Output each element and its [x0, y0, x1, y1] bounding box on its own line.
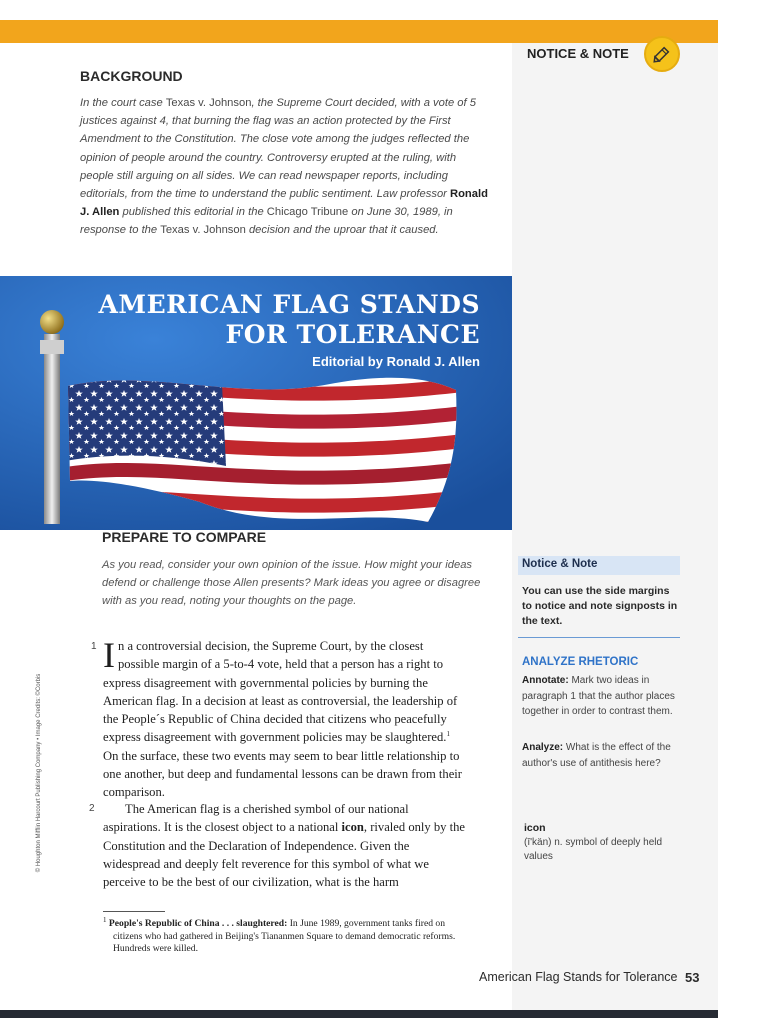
- notice-note-box-text: You can use the side margins to notice and note signposts in the text.: [522, 585, 678, 627]
- vocab-definition: (ī'kän) n. symbol of deeply held values: [524, 837, 663, 862]
- drop-cap: I: [103, 635, 115, 675]
- pencil-icon: [644, 36, 680, 72]
- paragraph-number: 1: [91, 641, 97, 652]
- notice-note-box-title: Notice & Note: [518, 556, 680, 575]
- paragraph-number: 2: [89, 803, 95, 814]
- author-name: Ronald J. Allen: [80, 188, 488, 219]
- vocab-term: icon: [524, 822, 546, 834]
- background-text: In the court case Texas v. Johnson, the Supreme Court decided, with a vote of 5 justices against 4, that burning the flag was an action protected by the First Amendment to the Constitution. The close vote among the judges reflected the opinion of people around the country. Controversy erupted at the ruling, with people still arguing on all sides. We can read newspaper reports, including editorials, from the time to understand the public sentiment. Law professor Ronald J. Allen published this editorial in the Chicago Tribune on June 30, 1989, in response to the Texas v. Johnson decision and the uproar that it caused.: [80, 97, 488, 237]
- analyze-rhetoric-heading: ANALYZE RHETORIC: [522, 656, 639, 668]
- footnote: $^1$ People's Republic of China . . . slaughtered: In June 1989, government tanks fired on citizens who had gathered in Beijing's Tiananmen Square to demand democratic reforms. Hundreds were killed.: [103, 916, 456, 955]
- article-title-line2: FOR TOLERANCE: [225, 320, 480, 349]
- sidebar-divider: [518, 637, 680, 638]
- page-number: 53: [685, 970, 700, 985]
- title-banner: [0, 276, 512, 530]
- notice-note-header: NOTICE & NOTE: [527, 46, 629, 61]
- bottom-bar: [0, 1010, 718, 1018]
- annotate-prompt: Annotate: Mark two ideas in paragraph 1 that the author places together in order to contrast them.: [522, 675, 675, 717]
- paragraph-1: In a controversial decision, the Supreme Court, by the closest possible margin of a 5-to-4 vote, held that a person has a right to express disagreement with governmental policies by burning the American flag. In a decision at least as controversial, the leadership of the People´s Republic of China decided that citizens who peacefully express disagreement with government policies may be slaughtered.$^1$ On the surface, these two events may seem to bear little relationship to one another, but deep and fundamental lessons can be drawn from their comparison.: [103, 635, 462, 800]
- prepare-text: As you read, consider your own opinion of the issue. How might your ideas defend or challenge those Allen presents? Mark ideas you agree or disagree with as you read, noting your thoughts on the page.: [102, 559, 481, 607]
- paragraph-2: The American flag is a cherished symbol of our national aspirations. It is the closest object to a national icon, rivaled only by the Constitution and the Declaration of Independence. Given the widespread and deeply felt reverence for this symbol of what we perceive to be the best of our civilization, what is the harm: [103, 802, 465, 890]
- footnote-rule: [103, 911, 165, 912]
- article-byline: Editorial by Ronald J. Allen: [312, 354, 480, 369]
- vocab-word-highlight[interactable]: icon: [341, 820, 364, 835]
- footnote-ref[interactable]: 1: [446, 730, 450, 739]
- running-title: American Flag Stands for Tolerance: [479, 970, 678, 984]
- image-credit: © Houghton Mifflin Harcourt Publishing Company • Image Credits: ©Corbis: [36, 673, 42, 873]
- top-accent-bar: [0, 20, 718, 43]
- side-margin-column: [512, 43, 718, 1010]
- analyze-prompt: Analyze: What is the effect of the author's use of antithesis here?: [522, 742, 671, 769]
- article-title-line1: AMERICAN FLAG STANDS: [98, 290, 480, 319]
- background-heading: BACKGROUND: [80, 68, 183, 84]
- prepare-heading: PREPARE TO COMPARE: [102, 529, 267, 545]
